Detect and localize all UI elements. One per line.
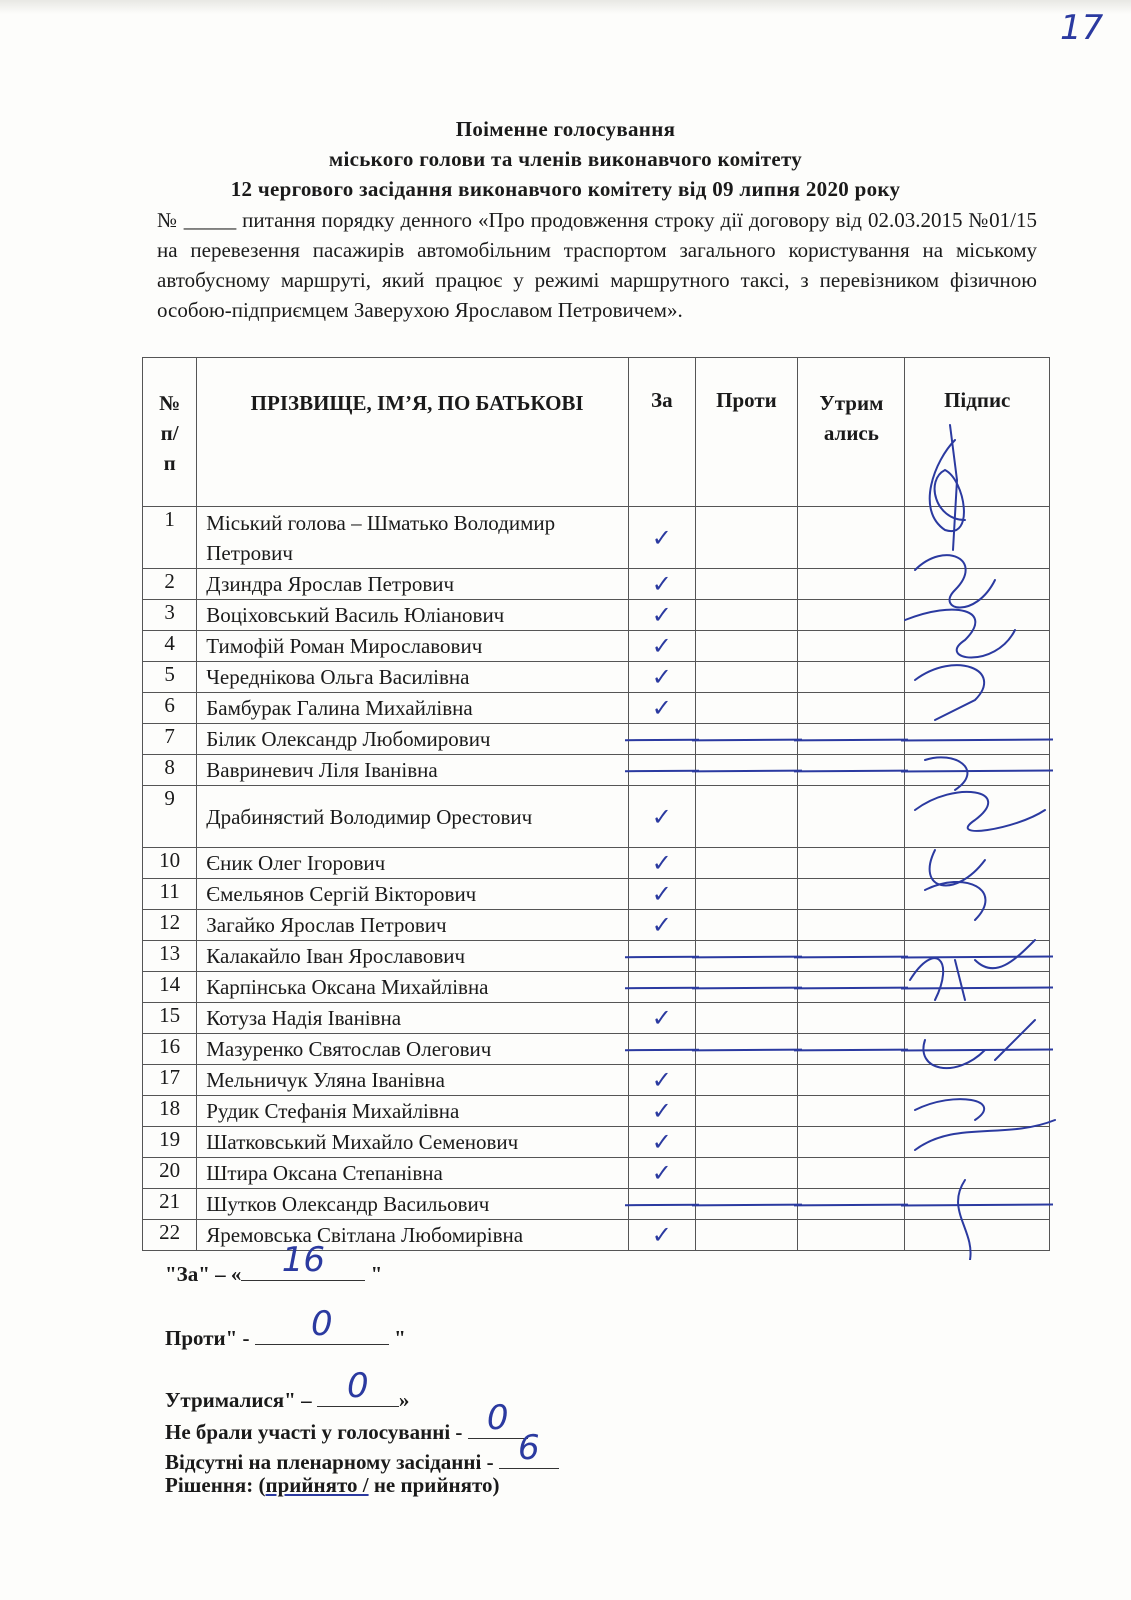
summary-vidsutni-blank [499, 1428, 559, 1469]
member-name [197, 631, 629, 662]
vote-proty [695, 600, 798, 631]
summary-proty-value: 0 [310, 1304, 333, 1344]
vote-proty [695, 631, 798, 662]
row-number-text: 17 [159, 1065, 181, 1089]
strike-line [901, 769, 1053, 772]
strike-line [625, 739, 699, 742]
row-number [143, 755, 197, 786]
strike-line [901, 738, 1053, 741]
summary-proty-end: " [388, 1326, 406, 1350]
strike-line [901, 955, 1053, 958]
member-name-text: Тимофій Роман Мирославович [206, 634, 483, 658]
vote-proty [695, 1065, 798, 1096]
signature-cell [905, 910, 1050, 941]
vote-proty [695, 693, 798, 724]
summary-rishennia-label: Рішення: ( [165, 1473, 266, 1497]
col-proty-header: Проти [695, 358, 798, 507]
row-number [143, 941, 197, 972]
signature-cell [905, 1220, 1050, 1251]
strike-line [692, 739, 802, 742]
col-utrym-label: Утрим ались [819, 391, 884, 445]
row-number [143, 662, 197, 693]
signature-cell [905, 1003, 1050, 1034]
vote-za-text: ✓ [651, 1066, 672, 1094]
page-number: 17 [1060, 8, 1104, 48]
vote-za [629, 724, 696, 755]
vote-utrym [798, 1127, 905, 1158]
member-name [197, 1189, 629, 1220]
signature-cell [905, 1034, 1050, 1065]
strike-line [794, 1204, 908, 1207]
vote-za [629, 1189, 696, 1220]
member-name-text: Єник Олег Ігорович [206, 851, 386, 875]
vote-za [629, 848, 696, 879]
row-number-text: 21 [159, 1189, 181, 1213]
col-utrym-header [798, 358, 905, 507]
vote-utrym [798, 1220, 905, 1251]
row-number [143, 631, 197, 662]
member-name [197, 1096, 629, 1127]
member-name-text: Загайко Ярослав Петрович [206, 913, 447, 937]
summary-za-label: "За" – « [165, 1262, 242, 1286]
summary-pryiniato: прийнято / [265, 1473, 369, 1497]
signature-cell [905, 1096, 1050, 1127]
signature-cell [905, 631, 1050, 662]
table-header-row [143, 358, 1050, 507]
row-number-text: 7 [164, 724, 175, 748]
table-row [143, 755, 1050, 786]
col-name-header: ПРІЗВИЩЕ, ІМ’Я, ПО БАТЬКОВІ [197, 358, 629, 507]
row-number [143, 879, 197, 910]
vote-za [629, 1034, 696, 1065]
vote-table [142, 357, 1050, 1251]
row-number-text: 18 [159, 1096, 181, 1120]
vote-za-text: ✓ [651, 1159, 672, 1187]
vote-za [629, 631, 696, 662]
row-number-text: 14 [159, 972, 181, 996]
summary-ne-braly-label: Не брали участі у голосуванні - [165, 1420, 468, 1444]
vote-proty [695, 1189, 798, 1220]
row-number [143, 569, 197, 600]
summary-utrym-blank [317, 1366, 399, 1407]
member-name [197, 507, 629, 569]
vote-proty [695, 848, 798, 879]
row-number [143, 507, 197, 569]
member-name-text: Шутков Олександр Васильович [206, 1192, 490, 1216]
signature-cell [905, 569, 1050, 600]
signature-cell [905, 879, 1050, 910]
member-name [197, 786, 629, 848]
doc-title-line2: міського голови та членів виконавчого комітету [328, 147, 803, 171]
vote-proty [695, 724, 798, 755]
summary-za [165, 1240, 383, 1287]
row-number-text: 19 [159, 1127, 181, 1151]
strike-line [625, 770, 699, 773]
signature-cell [905, 786, 1050, 848]
member-name-text: Яремовська Світлана Любомирівна [206, 1223, 524, 1247]
vote-za-text: ✓ [651, 1221, 672, 1249]
col-za-header: За [629, 358, 696, 507]
member-name-text: Міський голова – Шматько Володимир Петрович [206, 510, 556, 565]
row-number-text: 20 [159, 1158, 181, 1182]
signature-cell [905, 1127, 1050, 1158]
vote-proty [695, 507, 798, 569]
member-name [197, 910, 629, 941]
vote-za [629, 910, 696, 941]
summary-ne-pryiniato: не прийнято) [368, 1473, 500, 1497]
row-number-text: 15 [159, 1003, 181, 1027]
vote-za-text: ✓ [651, 663, 672, 691]
col-signature-header: Підпис [905, 358, 1050, 507]
member-name [197, 972, 629, 1003]
vote-za [629, 1127, 696, 1158]
row-number-text: 11 [159, 879, 180, 903]
member-name-text: Бамбурак Галина Михайлівна [206, 696, 473, 720]
vote-proty [695, 1127, 798, 1158]
vote-za-text: ✓ [651, 802, 672, 831]
member-name-text: Рудик Стефанія Михайлівна [206, 1099, 460, 1123]
vote-za-text: ✓ [651, 632, 672, 660]
vote-utrym [798, 848, 905, 879]
vote-utrym [798, 941, 905, 972]
member-name [197, 1158, 629, 1189]
row-number-text: 9 [164, 786, 175, 810]
signature-cell [905, 1189, 1050, 1220]
row-number [143, 724, 197, 755]
summary-utrym-end: » [398, 1388, 410, 1412]
vote-za [629, 507, 696, 569]
signature-cell [905, 972, 1050, 1003]
vote-proty [695, 1003, 798, 1034]
member-name-text: Калакайло Іван Ярославович [206, 944, 466, 968]
strike-line [794, 956, 908, 959]
member-name [197, 755, 629, 786]
vote-za [629, 755, 696, 786]
signature-cell [905, 1158, 1050, 1189]
vote-proty [695, 941, 798, 972]
summary-za-end: " [365, 1262, 383, 1286]
row-number [143, 972, 197, 1003]
row-number-text: 1 [164, 507, 175, 531]
signature-cell [905, 693, 1050, 724]
table-row [143, 1158, 1050, 1189]
row-number-text: 3 [164, 600, 175, 624]
row-number-text: 22 [159, 1220, 181, 1244]
table-row [143, 693, 1050, 724]
vote-utrym [798, 569, 905, 600]
member-name-text: Білик Олександр Любомирович [206, 727, 491, 751]
table-row [143, 600, 1050, 631]
vote-utrym [798, 1034, 905, 1065]
signature-cell [905, 600, 1050, 631]
vote-za-text: ✓ [651, 1097, 672, 1125]
vote-utrym [798, 972, 905, 1003]
vote-za [629, 1003, 696, 1034]
vote-utrym [798, 600, 905, 631]
vote-za [629, 1158, 696, 1189]
member-name [197, 1127, 629, 1158]
col-no-header [143, 358, 197, 507]
vote-table-body [143, 507, 1050, 1251]
vote-utrym [798, 693, 905, 724]
table-row [143, 786, 1050, 848]
vote-utrym [798, 1096, 905, 1127]
member-name-text: Вавриневич Ліля Іванівна [206, 758, 438, 782]
strike-line [692, 770, 802, 773]
strike-line [901, 1203, 1053, 1206]
table-row [143, 1003, 1050, 1034]
vote-za [629, 569, 696, 600]
table-row [143, 1127, 1050, 1158]
summary-utrym-label: Утрималися" – [165, 1388, 317, 1412]
summary-vidsutni-value: 6 [518, 1428, 540, 1468]
row-number [143, 1034, 197, 1065]
vote-proty [695, 1220, 798, 1251]
row-number [143, 786, 197, 848]
vote-proty [695, 1158, 798, 1189]
vote-za-text: ✓ [651, 849, 672, 877]
member-name-text: Мазуренко Святослав Олегович [206, 1037, 492, 1061]
row-number [143, 1189, 197, 1220]
row-number-text: 16 [159, 1034, 181, 1058]
signature-cell [905, 941, 1050, 972]
strike-line [794, 770, 908, 773]
member-name [197, 569, 629, 600]
vote-za-text: ✓ [651, 601, 672, 629]
scan-edge [0, 0, 1131, 14]
row-number [143, 1158, 197, 1189]
vote-za [629, 693, 696, 724]
row-number-text: 8 [164, 755, 175, 779]
member-name [197, 724, 629, 755]
table-row [143, 848, 1050, 879]
strike-line [692, 987, 802, 990]
row-number [143, 848, 197, 879]
strike-line [794, 1049, 908, 1052]
member-name-text: Карпінська Оксана Михайлівна [206, 975, 489, 999]
signature-cell [905, 1065, 1050, 1096]
strike-line [692, 956, 802, 959]
strike-line [794, 739, 908, 742]
strike-line [625, 987, 699, 990]
vote-za [629, 1065, 696, 1096]
summary-utrym [165, 1366, 410, 1413]
member-name [197, 1003, 629, 1034]
row-number-text: 5 [164, 662, 175, 686]
table-row [143, 724, 1050, 755]
summary-ne-braly-value: 0 [486, 1398, 509, 1438]
vote-proty [695, 1034, 798, 1065]
member-name [197, 848, 629, 879]
vote-utrym [798, 879, 905, 910]
summary-za-blank [241, 1240, 365, 1281]
summary-vidsutni-label: Відсутні на пленарному засіданні - [165, 1450, 499, 1474]
vote-za-text: ✓ [651, 911, 672, 939]
signature-cell [905, 507, 1050, 569]
vote-utrym [798, 662, 905, 693]
summary-rishennia [165, 1473, 499, 1498]
strike-line [625, 956, 699, 959]
strike-line [901, 1048, 1053, 1051]
member-name-text: Мельничук Уляна Іванівна [206, 1068, 445, 1092]
member-name [197, 693, 629, 724]
agenda-item-text: № _____ питання порядку денного «Про продовження строку дії договору від 02.03.2015 №01/15 на перевезення пасажирів автомобільним траспортом загального користування на міському автобусному маршруті, який працює у режимі маршрутного таксі, з перевізником фізичною особою-підприємцем Заверухою Ярославом Петровичем». [157, 208, 1037, 322]
vote-za [629, 662, 696, 693]
member-name [197, 879, 629, 910]
vote-proty [695, 879, 798, 910]
vote-za [629, 941, 696, 972]
table-row [143, 631, 1050, 662]
strike-line [625, 1204, 699, 1207]
vote-utrym [798, 1189, 905, 1220]
member-name-text: Штира Оксана Степанівна [206, 1161, 443, 1185]
table-row [143, 910, 1050, 941]
vote-za-text: ✓ [651, 1128, 672, 1156]
signature-cell [905, 755, 1050, 786]
vote-za [629, 972, 696, 1003]
table-row [143, 1034, 1050, 1065]
vote-proty [695, 755, 798, 786]
member-name-text: Череднікова Ольга Василівна [206, 665, 470, 689]
table-row [143, 1065, 1050, 1096]
row-number [143, 1127, 197, 1158]
vote-utrym [798, 1003, 905, 1034]
signature-cell [905, 724, 1050, 755]
vote-utrym [798, 910, 905, 941]
doc-title-line3: 12 чергового засідання виконавчого комітету від 09 липня 2020 року [230, 177, 901, 201]
summary-proty [165, 1304, 406, 1351]
strike-line [625, 1049, 699, 1052]
member-name-text: Ємельянов Сергій Вікторович [206, 882, 477, 906]
vote-proty [695, 972, 798, 1003]
vote-proty [695, 662, 798, 693]
row-number [143, 1096, 197, 1127]
row-number-text: 2 [164, 569, 175, 593]
vote-utrym [798, 507, 905, 569]
vote-za [629, 879, 696, 910]
signature-cell [905, 662, 1050, 693]
strike-line [692, 1204, 802, 1207]
vote-za-text: ✓ [651, 1004, 672, 1032]
vote-za [629, 600, 696, 631]
row-number [143, 910, 197, 941]
table-row [143, 972, 1050, 1003]
vote-za [629, 1220, 696, 1251]
member-name-text: Шатковський Михайло Семенович [206, 1130, 519, 1154]
member-name [197, 1065, 629, 1096]
vote-za-text: ✓ [651, 570, 672, 598]
row-number [143, 1003, 197, 1034]
row-number-text: 4 [164, 631, 175, 655]
row-number-text: 10 [159, 848, 181, 872]
summary-proty-label: Проти" - [165, 1326, 255, 1350]
member-name [197, 1034, 629, 1065]
member-name-text: Воціховський Василь Юліанович [206, 603, 505, 627]
vote-za [629, 1096, 696, 1127]
vote-proty [695, 910, 798, 941]
table-row [143, 569, 1050, 600]
row-number [143, 600, 197, 631]
row-number-text: 12 [159, 910, 181, 934]
vote-utrym [798, 631, 905, 662]
member-name [197, 662, 629, 693]
table-row [143, 941, 1050, 972]
table-row [143, 1189, 1050, 1220]
doc-title-line1: Поіменне голосування [455, 117, 676, 141]
member-name [197, 600, 629, 631]
vote-utrym [798, 1158, 905, 1189]
row-number [143, 1065, 197, 1096]
strike-line [692, 1049, 802, 1052]
strike-line [901, 986, 1053, 989]
vote-proty [695, 786, 798, 848]
vote-utrym [798, 724, 905, 755]
row-number-text: 6 [164, 693, 175, 717]
table-row [143, 1096, 1050, 1127]
vote-za [629, 786, 696, 848]
summary-proty-blank [255, 1304, 389, 1345]
vote-za-text: ✓ [651, 880, 672, 908]
col-no-label: № п/п [159, 391, 181, 475]
vote-za-text: ✓ [651, 523, 672, 552]
member-name [197, 941, 629, 972]
row-number [143, 1220, 197, 1251]
signature-cell [905, 848, 1050, 879]
vote-utrym [798, 1065, 905, 1096]
member-name-text: Дзиндра Ярослав Петрович [206, 572, 455, 596]
row-number-text: 13 [159, 941, 181, 965]
table-row [143, 507, 1050, 569]
vote-proty [695, 1096, 798, 1127]
strike-line [794, 987, 908, 990]
table-row [143, 662, 1050, 693]
table-row [143, 879, 1050, 910]
vote-za-text: ✓ [651, 694, 672, 722]
vote-utrym [798, 786, 905, 848]
member-name-text: Драбинястий Володимир Орестович [206, 804, 533, 829]
row-number [143, 693, 197, 724]
vote-proty [695, 569, 798, 600]
summary-utrym-value: 0 [347, 1366, 369, 1406]
member-name-text: Котуза Надія Іванівна [206, 1006, 402, 1030]
vote-utrym [798, 755, 905, 786]
summary-za-value: 16 [281, 1240, 326, 1280]
